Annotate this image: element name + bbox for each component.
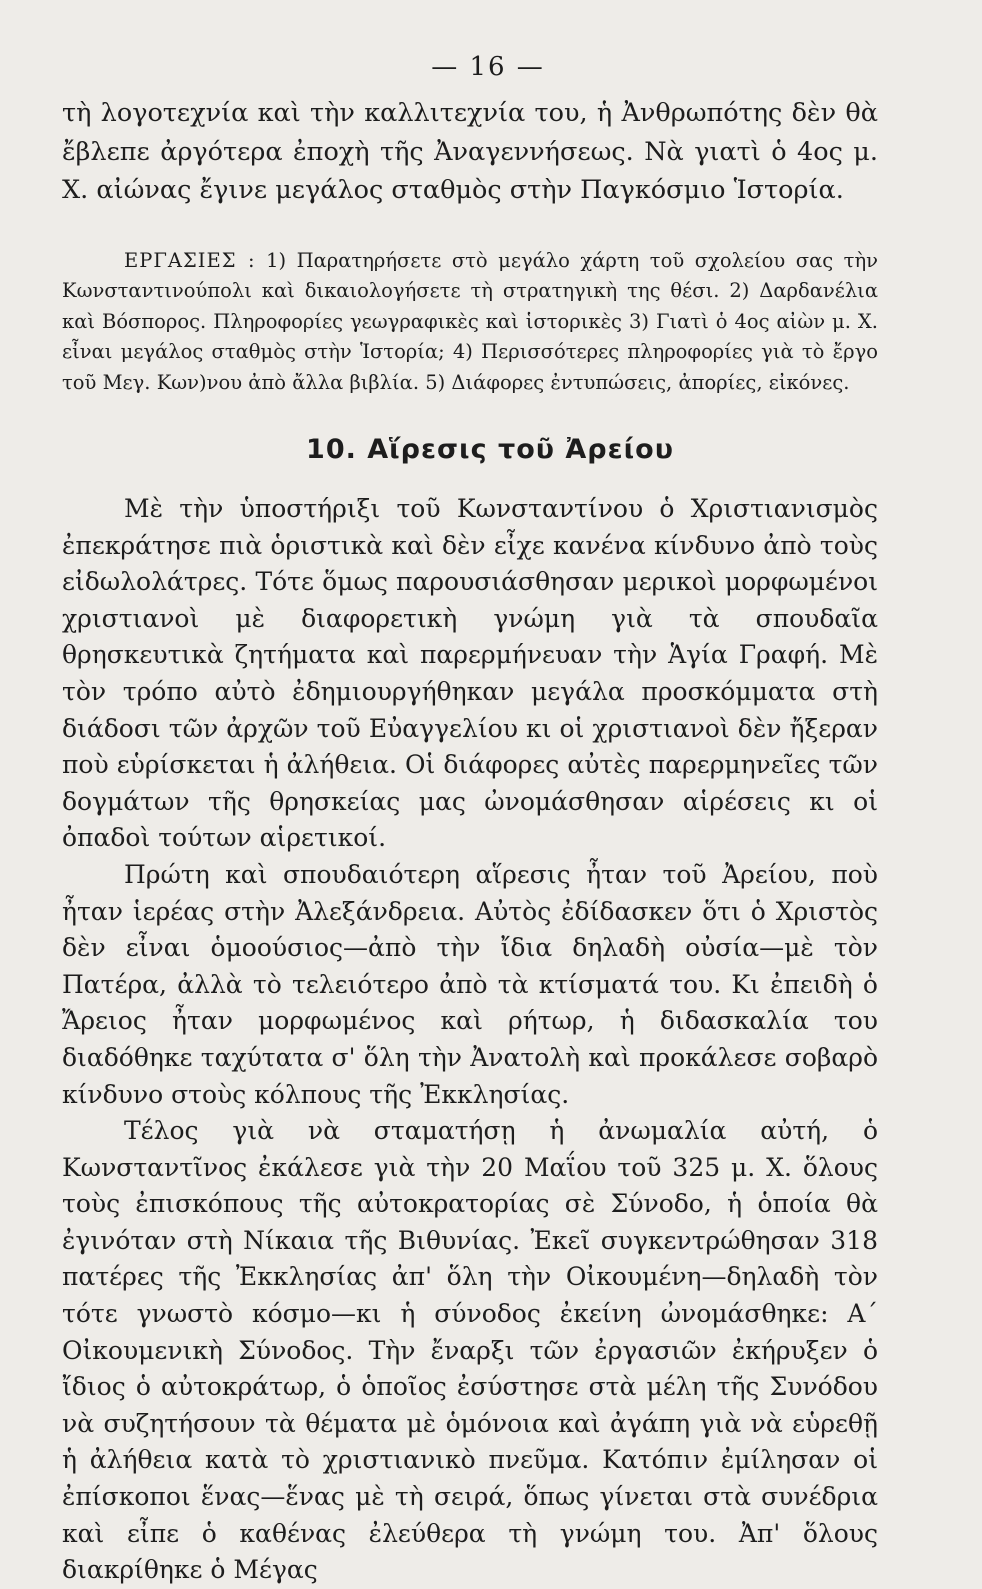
paragraph-2: Πρώτη καὶ σπουδαιότερη αἵρεσις ἦταν τοῦ Ἀρείου, ποὺ ἦταν ἱερέας στὴν Ἀλεξάνδρεια. Αὐτὸς ἐδίδασκεν ὅτι ὁ Χριστὸς δὲν εἶναι ὁμοούσιος—ἀπὸ τὴν ἴδια δηλαδὴ οὐσία—μὲ τὸν Πατέρα, ἀλλὰ τὸ τελειότερο ἀπὸ τὰ κτίσματά του. Κι ἐπειδὴ ὁ Ἄρειος ἦταν μορφωμένος καὶ ρήτωρ, ἡ διδασκαλία του διαδόθηκε ταχύτατα σ' ὅλη τὴν Ἀνατολὴ καὶ προκάλεσε σοβαρὸ κίνδυνο στοὺς κόλπους τῆς Ἐκκλησίας. xyxy=(62,859,878,1109)
page-number: — 16 — xyxy=(431,52,545,82)
section-title: 10. Αἵρεσις τοῦ Ἀρείου xyxy=(306,434,674,465)
paragraph-3: Τέλος γιὰ νὰ σταματήσῃ ἡ ἀνωμαλία αὐτή, ὁ Κωνσταντῖνος ἐκάλεσε γιὰ τὴν 20 Μαΐου τοῦ 325 μ. Χ. ὅλους τοὺς ἐπισκόπους τῆς αὐτοκρατορίας σὲ Σύνοδο, ἡ ὁποία θὰ ἐγινόταν στὴ Νίκαια τῆς Βιθυνίας. Ἐκεῖ συγκεντρώθησαν 318 πατέρες τῆς Ἐκκλησίας ἀπ' ὅλη τὴν Οἰκουμένη—δηλαδὴ τὸν τότε γνωστὸ κόσμο—κι ἡ σύνοδος ἐκείνη ὠνομάσθηκε: Α΄ Οἰκουμενικὴ Σύνοδος. Τὴν ἔναρξι τῶν ἐργασιῶν ἐκήρυξεν ὁ ἴδιος ὁ αὐτοκράτωρ, ὁ ὁποῖος ἐσύστησε στὰ μέλη τῆς Συνόδου νὰ συζητήσουν τὰ θέματα μὲ ὁμόνοια καὶ ἀγάπη γιὰ νὰ εὑρεθῇ ἡ ἀλήθεια κατὰ τὸ χριστιανικὸ πνεῦμα. Κατόπιν ἐμίλησαν οἱ ἐπίσκοποι ἕνας—ἕνας μὲ τὴ σειρά, ὅπως γίνεται στὰ συνέδρια καὶ εἶπε ὁ καθένας ἐλεύθερα τὴ γνώμη του. Ἀπ' ὅλους διακρίθηκε ὁ Μέγας xyxy=(62,1116,878,1585)
paragraph-1: Μὲ τὴν ὑποστήριξι τοῦ Κωνσταντίνου ὁ Χριστιανισμὸς ἐπεκράτησε πιὰ ὁριστικὰ καὶ δὲν εἶχε κανένα κίνδυνο ἀπὸ τοὺς εἰδωλολάτρες. Τότε ὅμως παρουσιάσθησαν μερικοὶ μορφωμένοι χριστιανοὶ μὲ διαφορετικὴ γνώμη γιὰ τὰ σπουδαῖα θρησκευτικὰ ζητήματα καὶ παρερμήνευαν τὴν Ἁγία Γραφή. Μὲ τὸν τρόπο αὐτὸ ἐδημιουργήθηκαν μεγάλα προσκόμματα στὴ διάδοσι τῶν ἀρχῶν τοῦ Εὐαγγελίου κι οἱ χριστιανοὶ δὲν ἤξεραν ποὺ εὑρίσκεται ἡ ἀλήθεια. Οἱ διάφορες αὐτὲς παρερμηνεῖες τῶν δογμάτων τῆς θρησκείας μας ὠνομάσθησαν αἱρέσεις κι οἱ ὀπαδοὶ τούτων αἱρετικοί. xyxy=(62,494,878,853)
exercises-text: 1) Παρατηρήσετε στὸ μεγάλο χάρτη τοῦ σχολείου σας τὴν Κωνσταντινούπολι καὶ δικαιολογήσετε τὴ στρατηγικὴ της θέσι. 2) Δαρδανέλια καὶ Βόσπορος. Πληροφορίες γεωγραφικὲς καὶ ἱστορικὲς 3) Γιατὶ ὁ 4ος αἰὼν μ. Χ. εἶναι μεγάλος σταθμὸς στὴν Ἱστορία; 4) Περισσότερες πληροφορίες γιὰ τὸ ἔργο τοῦ Μεγ. Κων)νου ἀπὸ ἄλλα βιβλία. 5) Διάφορες ἐντυπώσεις, ἀπορίες, εἰκόνες. xyxy=(62,248,878,394)
intro-paragraph: τὴ λογοτεχνία καὶ τὴν καλλιτεχνία του, ἡ Ἀνθρωπότης δὲν θὰ ἔβλεπε ἀργότερα ἐποχὴ τῆς Ἀναγεννήσεως. Νὰ γιατὶ ὁ 4ος μ. Χ. αἰώνας ἔγινε μεγάλος σταθμὸς στὴν Παγκόσμιο Ἱστορία. xyxy=(62,98,878,205)
exercises-label: ΕΡΓΑΣΙΕΣ : xyxy=(124,248,256,272)
exercises-block xyxy=(62,246,878,399)
